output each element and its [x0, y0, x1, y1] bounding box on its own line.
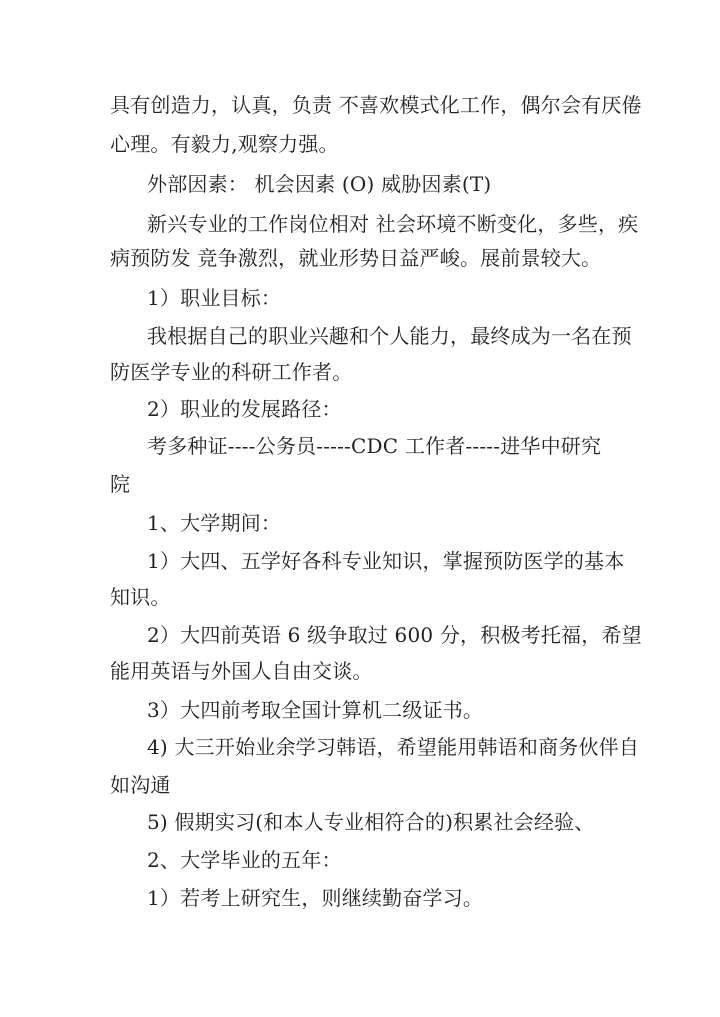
text-line: 2）大四前英语 6 级争取过 600 分，积极考托福，希望	[147, 623, 642, 647]
text-line: 能用英语与外国人自由交谈。	[110, 659, 373, 683]
text-line: 2、大学毕业的五年：	[147, 848, 342, 872]
text-line: 1）职业目标：	[147, 286, 282, 310]
text-line: 1、大学期间：	[147, 511, 282, 535]
text-line: 如沟通	[110, 773, 171, 797]
text-line: 3）大四前考取全国计算机二级证书。	[147, 698, 484, 722]
text-line: 新兴专业的工作岗位相对 社会环境不断变化，多些，疾	[147, 212, 639, 236]
text-line: 外部因素： 机会因素 (O) 威胁因素(T)	[147, 172, 492, 196]
text-line: 知识。	[110, 585, 171, 609]
text-line: 5) 假期实习(和本人专业相符合的)积累社会经验、	[147, 810, 595, 834]
text-line: 2）职业的发展路径：	[147, 397, 342, 421]
text-line: 1）若考上研究生，则继续勤奋学习。	[147, 886, 484, 910]
text-line: 院	[110, 472, 131, 496]
text-line: 我根据自己的职业兴趣和个人能力，最终成为一名在预	[147, 324, 632, 348]
text-line: 防医学专业的科研工作者。	[110, 360, 353, 384]
text-line: 考多种证----公务员-----CDC 工作者-----进华中研究	[147, 434, 602, 458]
text-line: 1）大四、五学好各科专业知识，掌握预防医学的基本	[147, 549, 625, 573]
text-line: 病预防发 竞争激烈，就业形势日益严峻。展前景较大。	[110, 246, 602, 270]
text-line: 心理。有毅力,观察力强。	[110, 132, 339, 156]
text-line: 具有创造力，认真，负责 不喜欢模式化工作，偶尔会有厌倦	[110, 93, 642, 117]
text-line: 4) 大三开始业余学习韩语，希望能用韩语和商务伙伴自	[147, 735, 640, 759]
